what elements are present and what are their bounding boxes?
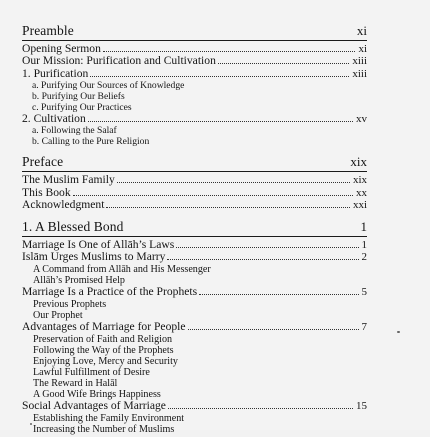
toc-page-number: xix xyxy=(352,173,367,186)
toc-entry-title: The Reward in Halāl xyxy=(33,377,118,389)
toc-entry-title: Marriage Is One of Allāh’s Laws xyxy=(22,237,175,251)
toc-entry-title: Enjoying Love, Mercy and Security xyxy=(33,355,178,367)
toc-entry-title: a. Following the Salaf xyxy=(32,125,117,137)
toc-page-number: xiii xyxy=(352,67,367,80)
toc-entry-title: Following the Way of the Prophets xyxy=(33,344,174,356)
dot-leader xyxy=(103,51,356,52)
toc-entry-title: Preservation of Faith and Religion xyxy=(33,333,173,345)
toc-section-heading xyxy=(0,220,430,234)
toc-page-number: xi xyxy=(356,24,367,38)
dot-leader xyxy=(168,408,353,409)
toc-entry-title: Increasing the Number of Muslims xyxy=(33,423,175,435)
toc-section-heading xyxy=(0,24,430,38)
dot-leader xyxy=(106,207,350,208)
dot-leader xyxy=(90,76,349,77)
toc-entry-title: Social Advantages of Marriage xyxy=(22,399,166,413)
dot-leader xyxy=(176,247,358,248)
toc-page-number: xxi xyxy=(352,199,367,212)
toc-page-number: xx xyxy=(356,186,367,199)
dot-leader xyxy=(88,121,353,122)
toc-entry-title: Islām Urges Muslims to Marry xyxy=(22,250,166,264)
toc-entry-title: Preface xyxy=(22,155,64,170)
toc-entry-title: 1. Purification xyxy=(22,66,89,80)
toc-page-number: xi xyxy=(358,42,367,55)
heading-underline xyxy=(22,40,367,41)
dot-leader xyxy=(73,195,353,196)
toc-entry-title: Our Prophet xyxy=(33,309,83,321)
toc-entry-title: Preamble xyxy=(22,24,74,38)
toc-page-number: 2 xyxy=(361,251,367,264)
heading-underline xyxy=(22,171,367,172)
toc-entry-title: This Book xyxy=(22,185,71,199)
toc-page-number: 1 xyxy=(360,220,367,235)
toc-entry-title: b. Calling to the Pure Religion xyxy=(32,136,150,148)
toc-entry-title: c. Purifying Our Practices xyxy=(32,101,132,113)
toc-page-number: xv xyxy=(356,112,367,125)
toc-entry-title: Lawful Fulfillment of Desire xyxy=(33,366,150,378)
dot-leader xyxy=(167,259,358,260)
toc-page-number: xiii xyxy=(352,55,367,68)
dot-leader xyxy=(218,63,349,64)
toc-entry-title: The Muslim Family xyxy=(22,172,115,186)
toc-entry-title: b. Purifying Our Beliefs xyxy=(32,91,125,103)
toc-entry xyxy=(0,198,430,212)
toc-page-number: 5 xyxy=(361,286,367,299)
toc-entry-title: A Command from Allāh and His Messenger xyxy=(33,263,211,275)
dot-leader xyxy=(117,182,350,183)
toc-entry-title: Advantages of Marriage for People xyxy=(22,319,186,333)
toc-entry-title: 1. A Blessed Bond xyxy=(22,220,124,235)
toc-entry-title: A Good Wife Brings Happiness xyxy=(33,389,161,400)
dot-leader xyxy=(188,329,359,330)
heading-underline xyxy=(22,236,367,237)
page-speck xyxy=(30,423,32,425)
toc-entry xyxy=(0,135,430,149)
toc-entry-title: 2. Cultivation xyxy=(22,111,86,125)
toc-entry-title: a. Purifying Our Sources of Knowledge xyxy=(32,80,185,92)
toc-entry-title: Allāh’s Promised Help xyxy=(33,275,125,286)
toc-page-number: 1 xyxy=(361,238,367,251)
toc-page-number: xix xyxy=(350,155,367,170)
toc-entry-title: Acknowledgment xyxy=(22,198,105,212)
toc-entry-title: Previous Prophets xyxy=(33,298,107,310)
page-speck xyxy=(397,331,400,333)
toc-entry-title: Our Mission: Purification and Cultivation xyxy=(22,54,216,68)
toc-entry-title: Opening Sermon xyxy=(22,41,101,55)
toc-section-heading xyxy=(0,155,430,169)
toc-entry-title: Establishing the Family Environment xyxy=(33,412,185,424)
toc-page-number: 15 xyxy=(356,400,367,413)
toc-page-number: 7 xyxy=(361,320,367,333)
toc-entry-title: Marriage Is a Practice of the Prophets xyxy=(22,285,198,299)
dot-leader xyxy=(199,294,358,295)
